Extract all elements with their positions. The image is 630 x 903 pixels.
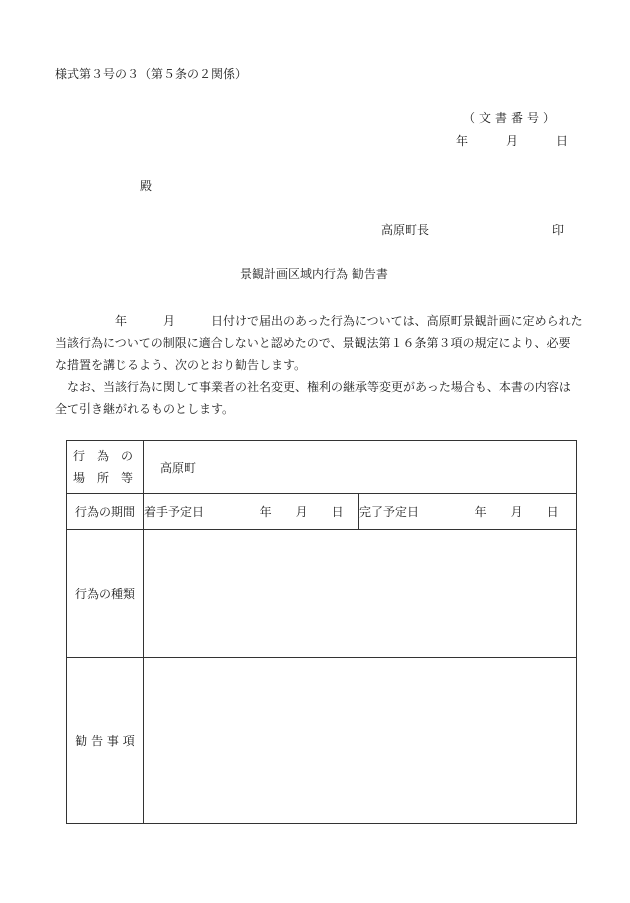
form-number: 様式第３号の３（第５条の２関係） xyxy=(55,67,248,81)
table-row xyxy=(67,530,577,658)
start-date-value: 年 月 日 xyxy=(259,505,344,519)
advice-value[interactable] xyxy=(144,658,577,824)
location-label: 行 為 の 場 所 等 xyxy=(67,441,144,494)
body-line: 年 月 日付けで届出のあった行為については、高原町景観計画に定められた xyxy=(55,314,583,328)
body-line: 当該行為についての制限に適合しないと認めたので、景観法第１６条第３項の規定により、必要 xyxy=(55,336,571,350)
body-line: 全て引き継がれるものとします。 xyxy=(55,402,235,416)
issue-date-year: 年 xyxy=(456,134,469,148)
sender-title: 高原町長 xyxy=(381,223,430,237)
location-value[interactable]: 高原町 xyxy=(144,441,577,494)
body-line: なお、当該行為に関して事業者の社名変更、権利の継承等変更があった場合も、本書の内容は xyxy=(55,380,571,394)
body-text xyxy=(55,310,583,420)
seal-mark: 印 xyxy=(552,223,565,237)
table-row xyxy=(67,658,577,824)
issue-date-month: 月 xyxy=(506,134,519,148)
advisory-form-table xyxy=(66,440,577,824)
end-date-field[interactable] xyxy=(359,494,577,530)
document-number-label: （文書番号） xyxy=(463,111,560,125)
end-date-label: 完了予定日 xyxy=(359,505,420,519)
addressee-honorific: 殿 xyxy=(140,179,153,193)
issue-date-day: 日 xyxy=(556,134,569,148)
table-row xyxy=(67,441,577,494)
period-label: 行為の期間 xyxy=(67,494,144,530)
table-row xyxy=(67,494,577,530)
type-value[interactable] xyxy=(144,530,577,658)
start-date-field[interactable] xyxy=(144,494,359,530)
document-title: 景観計画区域内行為 勧告書 xyxy=(240,267,388,281)
body-line: な措置を講じるよう、次のとおり勧告します。 xyxy=(55,358,307,372)
start-date-label: 着手予定日 xyxy=(144,505,205,519)
end-date-value: 年 月 日 xyxy=(474,505,559,519)
advice-label: 勧 告 事 項 xyxy=(67,658,144,824)
issue-date xyxy=(456,135,568,147)
type-label: 行為の種類 xyxy=(67,530,144,658)
